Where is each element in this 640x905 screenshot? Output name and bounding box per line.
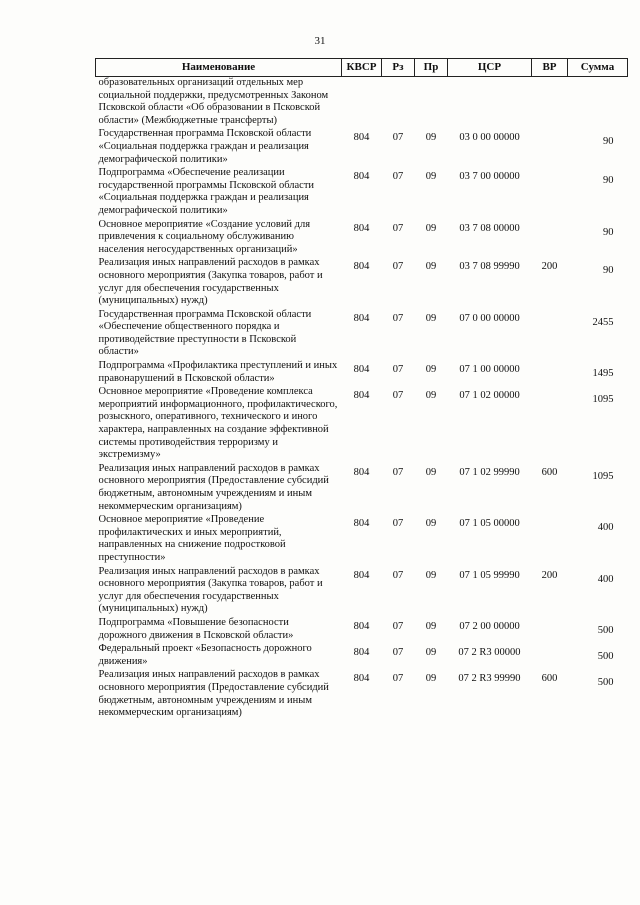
row-csr: 03 7 08 00000	[459, 222, 520, 234]
row-vr	[532, 386, 568, 463]
header-pr: Пр	[415, 59, 448, 77]
table-row	[96, 463, 628, 514]
row-sum: 1495	[592, 368, 614, 380]
table-row	[96, 386, 628, 463]
table-row	[96, 257, 628, 308]
row-kvsr: 804	[353, 171, 370, 183]
table-row	[96, 77, 628, 129]
row-pr: 09	[425, 673, 437, 685]
row-pr: 09	[425, 222, 437, 234]
header-vr: ВР	[532, 59, 568, 77]
row-sum: 400	[597, 522, 614, 534]
row-pr: 09	[425, 132, 437, 144]
header-csr: ЦСР	[448, 59, 532, 77]
row-rz: 07	[392, 261, 404, 273]
row-name: Государственная программа Псковской области «Социальная поддержка граждан и реализация демографической политики»	[98, 128, 312, 165]
row-csr: 07 1 05 99990	[459, 569, 520, 581]
row-name: Подпрограмма «Обеспечение реализации государственной программы Псковской области «Социальная поддержка граждан и реализация демографической политики»	[98, 167, 315, 216]
row-kvsr: 804	[353, 518, 370, 530]
row-csr: 07 2 00 00000	[459, 620, 520, 632]
row-csr: 07 2 R3 00000	[458, 647, 521, 659]
row-sum: 500	[597, 624, 614, 636]
row-csr	[448, 77, 532, 129]
row-rz: 07	[392, 171, 404, 183]
row-kvsr: 804	[353, 222, 370, 234]
row-sum: 400	[597, 573, 614, 585]
table-row	[96, 669, 628, 720]
row-pr: 09	[425, 312, 437, 324]
header-kvsr: КВСР	[342, 59, 382, 77]
row-vr	[532, 617, 568, 643]
table-row	[96, 643, 628, 669]
row-csr: 07 2 R3 99990	[458, 673, 521, 685]
row-kvsr: 804	[353, 261, 370, 273]
header-sum: Сумма	[568, 59, 628, 77]
row-kvsr: 804	[353, 673, 370, 685]
row-name: Основное мероприятие «Проведение комплекса мероприятий информационного, профилактического, розыскного, оперативного, технического и иного характера, направленных на создание эффективной системы противодействия терроризму и экстремизму»	[98, 386, 338, 461]
row-sum: 90	[603, 265, 614, 277]
row-vr: 600	[541, 466, 558, 478]
row-sum: 1095	[592, 394, 614, 406]
row-rz	[382, 77, 415, 129]
row-name: Реализация иных направлений расходов в рамках основного мероприятия (Закупка товаров, работ и услуг для обеспечения государственных (муниципальных) нужд)	[98, 257, 323, 307]
table-row	[96, 617, 628, 643]
row-csr: 07 1 02 99990	[459, 466, 520, 478]
row-vr	[532, 643, 568, 669]
row-name: Подпрограмма «Профилактика преступлений и иных правонарушений в Псковской области»	[98, 360, 338, 384]
row-rz: 07	[392, 364, 404, 376]
row-sum: 1095	[592, 470, 614, 482]
row-sum: 90	[603, 226, 614, 238]
table-row	[96, 360, 628, 386]
row-vr	[532, 309, 568, 360]
page-number: 31	[314, 35, 326, 47]
row-name: Государственная программа Псковской области «Обеспечение общественного порядка и противодействие преступности в Псковской области»	[98, 308, 312, 358]
row-sum: 500	[597, 651, 614, 663]
budget-table	[95, 58, 628, 721]
row-kvsr: 804	[353, 647, 370, 659]
row-rz: 07	[392, 620, 404, 632]
row-vr	[532, 167, 568, 218]
row-rz: 07	[392, 569, 404, 581]
row-csr: 03 0 00 00000	[459, 132, 520, 144]
row-vr	[532, 128, 568, 167]
row-rz: 07	[392, 647, 404, 659]
row-pr: 09	[425, 647, 437, 659]
row-rz: 07	[392, 466, 404, 478]
row-kvsr: 804	[353, 132, 370, 144]
row-rz: 07	[392, 312, 404, 324]
row-sum: 500	[597, 677, 614, 689]
table-row	[96, 167, 628, 218]
row-pr: 09	[425, 390, 437, 402]
row-name: Федеральный проект «Безопасность дорожного движения»	[98, 643, 312, 667]
row-pr: 09	[425, 518, 437, 530]
row-name: Основное мероприятие «Проведение профилактических и иных мероприятий, направленных на снижение подростковой преступности»	[98, 514, 286, 563]
row-pr: 09	[425, 466, 437, 478]
header-rz: Рз	[382, 59, 415, 77]
row-vr	[532, 514, 568, 565]
table-row	[96, 309, 628, 360]
table-row	[96, 128, 628, 167]
row-kvsr: 804	[353, 466, 370, 478]
row-csr: 07 0 00 00000	[459, 312, 520, 324]
row-rz: 07	[392, 673, 404, 685]
row-pr: 09	[425, 569, 437, 581]
row-rz: 07	[392, 518, 404, 530]
row-vr: 200	[541, 569, 558, 581]
row-csr: 07 1 02 00000	[459, 390, 520, 402]
row-vr	[532, 219, 568, 258]
row-name: образовательных организаций отдельных мер социальной поддержки, предусмотренных Законом Псковской области «Об образовании в Псковской области» (Межбюджетные трансферты)	[98, 77, 329, 126]
header-name: Наименование	[96, 59, 342, 77]
row-vr	[532, 77, 568, 129]
row-sum	[568, 77, 628, 129]
row-sum: 90	[603, 175, 614, 187]
row-pr: 09	[425, 620, 437, 632]
row-rz: 07	[392, 390, 404, 402]
table-row	[96, 219, 628, 258]
row-kvsr	[342, 77, 382, 129]
row-csr: 03 7 08 99990	[459, 261, 520, 273]
row-name: Подпрограмма «Повышение безопасности дорожного движения в Псковской области»	[98, 616, 294, 641]
row-rz: 07	[392, 222, 404, 234]
row-name: Реализация иных направлений расходов в рамках основного мероприятия (Предоставление субсидий бюджетным, автономным учреждениям и иным некоммерческим организациям)	[98, 669, 329, 719]
row-vr: 600	[541, 673, 558, 685]
row-rz: 07	[392, 132, 404, 144]
row-vr	[532, 360, 568, 386]
row-kvsr: 804	[353, 312, 370, 324]
row-kvsr: 804	[353, 390, 370, 402]
row-sum: 2455	[592, 316, 614, 328]
row-vr: 200	[541, 261, 558, 273]
row-name: Основное мероприятие «Создание условий для привлечения к социальному обслуживанию населения негосударственных организаций»	[98, 218, 311, 255]
row-name: Реализация иных направлений расходов в рамках основного мероприятия (Предоставление субсидий бюджетным, автономным учреждениям и иным некоммерческим организациям)	[98, 462, 329, 512]
table-row	[96, 566, 628, 617]
table-row	[96, 514, 628, 565]
row-csr: 07 1 00 00000	[459, 364, 520, 376]
row-csr: 03 7 00 00000	[459, 171, 520, 183]
row-name: Реализация иных направлений расходов в рамках основного мероприятия (Закупка товаров, работ и услуг для обеспечения государственных (муниципальных) нужд)	[98, 565, 323, 615]
row-pr: 09	[425, 261, 437, 273]
table-header	[96, 59, 628, 77]
row-kvsr: 804	[353, 620, 370, 632]
row-pr	[415, 77, 448, 129]
row-pr: 09	[425, 364, 437, 376]
row-kvsr: 804	[353, 569, 370, 581]
row-pr: 09	[425, 171, 437, 183]
row-csr: 07 1 05 00000	[459, 518, 520, 530]
row-kvsr: 804	[353, 364, 370, 376]
row-sum: 90	[603, 136, 614, 148]
